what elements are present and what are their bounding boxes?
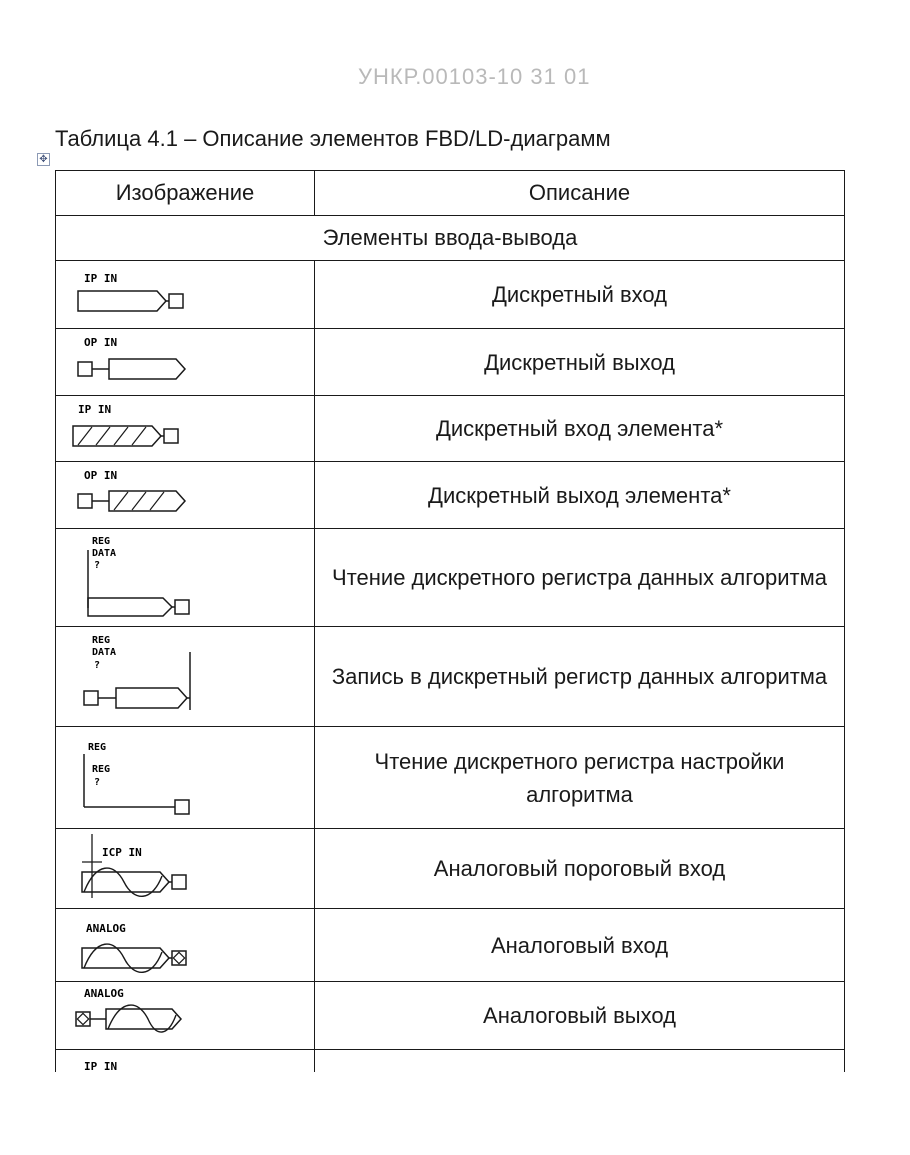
symbol-cell: [56, 529, 315, 627]
symbol-label: DATA: [92, 646, 117, 658]
partial-symbol-icon: [56, 1050, 314, 1072]
description-cell: [315, 1050, 845, 1073]
table-move-handle-icon[interactable]: ✥: [37, 153, 50, 166]
column-header-image: Изображение: [56, 171, 315, 216]
description-cell: Дискретный вход элемента*: [315, 396, 845, 462]
symbol-cell: [56, 396, 315, 462]
symbol-label: IP IN: [78, 402, 112, 416]
symbol-label: ANALOG: [84, 986, 124, 1000]
table-row: [56, 462, 845, 529]
table-row: [56, 909, 845, 982]
analog-input-icon: [56, 910, 314, 981]
description-cell: Чтение дискретного регистра настройки алгоритма: [315, 727, 845, 829]
table-row: [56, 261, 845, 329]
analog-threshold-input-icon: [56, 830, 314, 908]
table-row: [56, 396, 845, 462]
read-settings-register-icon: [56, 728, 314, 828]
discrete-output-icon: [56, 330, 314, 395]
table-row: [56, 329, 845, 396]
symbol-label: ICP IN: [102, 845, 142, 859]
symbol-label: IP IN: [84, 271, 118, 285]
section-row: [56, 216, 845, 261]
symbol-label: IP IN: [84, 1060, 118, 1072]
symbol-cell: [56, 1050, 315, 1073]
symbol-label: REG: [92, 634, 111, 646]
description-cell: Дискретный вход: [315, 261, 845, 329]
symbol-cell: [56, 462, 315, 529]
symbol-label: OP IN: [84, 468, 118, 482]
table-row: [56, 982, 845, 1050]
table-row: [56, 829, 845, 909]
table-row: [56, 1050, 845, 1073]
symbol-cell: [56, 329, 315, 396]
elements-table-container: [55, 170, 845, 1072]
symbol-label: ?: [94, 559, 101, 571]
table-row: [56, 627, 845, 727]
symbol-cell: [56, 982, 315, 1050]
table-row: [56, 727, 845, 829]
analog-output-icon: [56, 983, 314, 1049]
symbol-label: ?: [94, 659, 101, 671]
symbol-cell: [56, 261, 315, 329]
description-cell: Запись в дискретный регистр данных алгоритма: [315, 627, 845, 727]
description-cell: Чтение дискретного регистра данных алгоритма: [315, 529, 845, 627]
column-header-description: Описание: [315, 171, 845, 216]
table-header-row: [56, 171, 845, 216]
symbol-label: REG: [92, 535, 111, 547]
symbol-label: OP IN: [84, 335, 118, 349]
description-cell: Аналоговый выход: [315, 982, 845, 1050]
description-cell: Дискретный выход: [315, 329, 845, 396]
symbol-label: ?: [94, 776, 101, 788]
symbol-cell: [56, 909, 315, 982]
symbol-cell: [56, 829, 315, 909]
symbol-cell: [56, 727, 315, 829]
symbol-label: ANALOG: [86, 921, 126, 935]
discrete-input-icon: [56, 262, 314, 328]
write-data-register-icon: [56, 628, 314, 726]
symbol-label: DATA: [92, 547, 117, 559]
elements-table: [55, 170, 845, 1072]
description-cell: Дискретный выход элемента*: [315, 462, 845, 529]
description-cell: Аналоговый вход: [315, 909, 845, 982]
document-header-code: УНКР.00103-10 31 01: [358, 64, 591, 84]
discrete-element-output-icon: [56, 463, 314, 528]
discrete-element-input-icon: [56, 397, 314, 461]
read-data-register-icon: [56, 530, 314, 626]
symbol-cell: [56, 627, 315, 727]
description-cell: Аналоговый пороговый вход: [315, 829, 845, 909]
section-title: Элементы ввода-вывода: [56, 216, 845, 261]
table-caption: Таблица 4.1 – Описание элементов FBD/LD-диаграмм: [55, 126, 611, 151]
symbol-label: REG: [88, 741, 107, 753]
symbol-label: REG: [92, 763, 111, 775]
table-row: [56, 529, 845, 627]
